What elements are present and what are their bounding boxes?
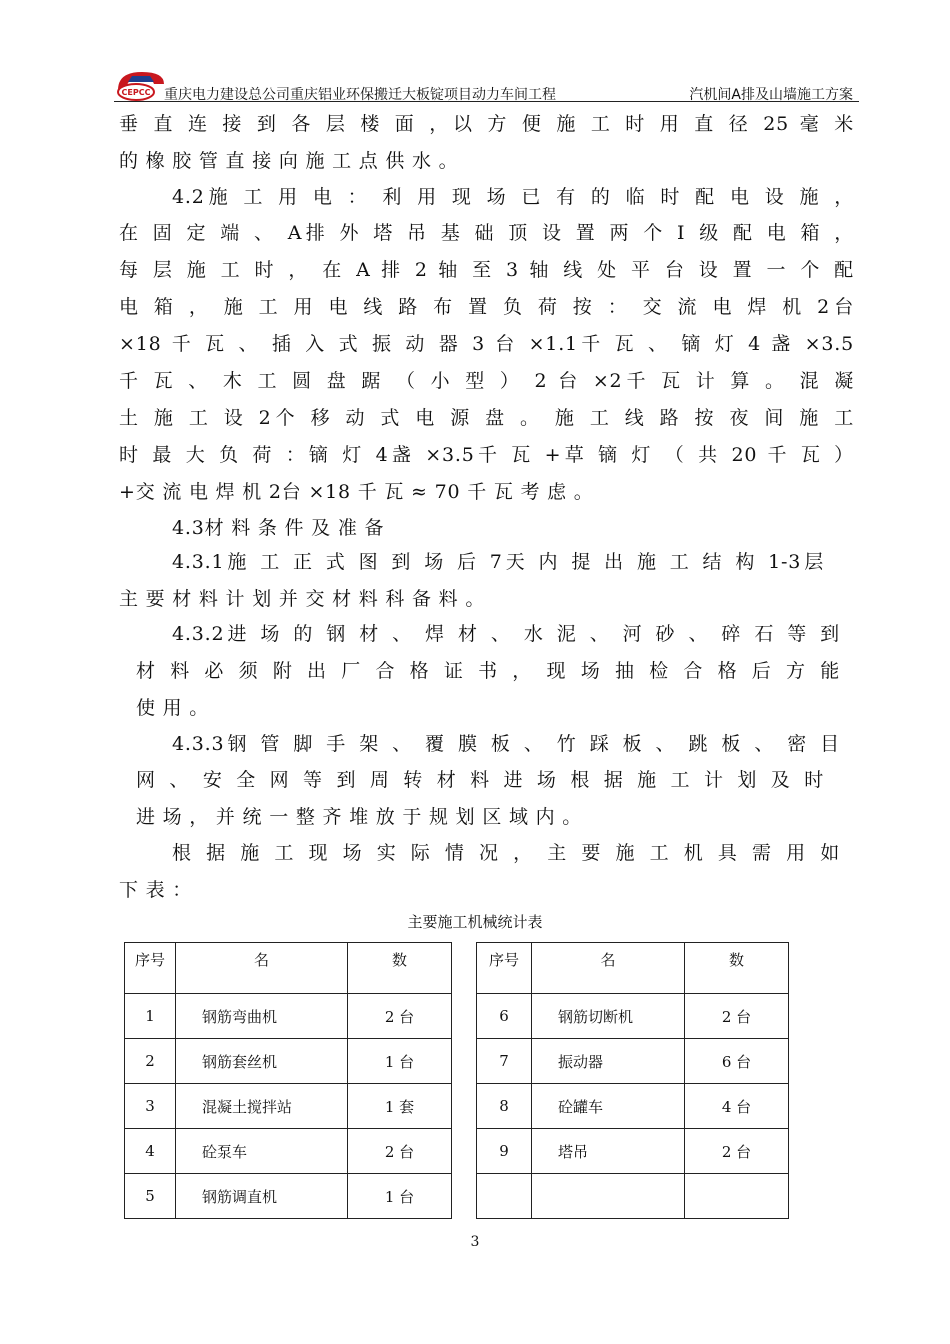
- header-project-title: 重庆电力建设总公司重庆铝业环保搬迁大板锭项目动力车间工程: [164, 87, 556, 103]
- cell-name: 振动器: [532, 1039, 685, 1084]
- header-name: 名: [176, 943, 348, 994]
- cell-qty: 2 台: [348, 994, 452, 1039]
- cell-no: 2: [125, 1039, 176, 1084]
- table-gap: [452, 1084, 477, 1129]
- header-no: 序号: [125, 943, 176, 994]
- cell-no: 8: [477, 1084, 532, 1129]
- cell-no: 1: [125, 994, 176, 1039]
- cell-name: [532, 1174, 685, 1219]
- body-line-22: 下 表 ：: [119, 879, 193, 901]
- table-row: [125, 1084, 789, 1129]
- table-row: [125, 1039, 789, 1084]
- cell-qty: 1 台: [348, 1174, 452, 1219]
- cell-no: 9: [477, 1129, 532, 1174]
- table-gap: [452, 943, 477, 994]
- table-row: [125, 1129, 789, 1174]
- body-line-15: 4.3.2进 场 的 钢 材 、 焊 材 、 水 泥 、 河 砂 、 碎 石 等 到: [172, 623, 840, 645]
- header-document-title: 汽机间A排及山墙施工方案: [689, 87, 853, 103]
- table-gap: [452, 1039, 477, 1084]
- cell-no: 5: [125, 1174, 176, 1219]
- cell-qty: 1 台: [348, 1039, 452, 1084]
- body-line-19: 网 、 安 全 网 等 到 周 转 材 料 进 场 根 据 施 工 计 划 及 时: [136, 769, 824, 791]
- body-line-21: 根 据 施 工 现 场 实 际 情 况 ， 主 要 施 工 机 具 需 用 如: [172, 842, 840, 864]
- cell-qty: 4 台: [685, 1084, 789, 1129]
- header-name-right: 名: [532, 943, 685, 994]
- cell-qty: [685, 1174, 789, 1219]
- cell-no: 4: [125, 1129, 176, 1174]
- cell-qty: 6 台: [685, 1039, 789, 1084]
- equipment-table: [124, 942, 789, 1219]
- body-line-6: 电 箱 ， 施 工 用 电 线 路 布 置 负 荷 按 ： 交 流 电 焊 机 2台: [119, 296, 854, 318]
- table-gap: [452, 1129, 477, 1174]
- body-line-3: 4.2施 工 用 电 ： 利 用 现 场 已 有 的 临 时 配 电 设 施 ，: [172, 186, 854, 208]
- cell-name: 混凝土搅拌站: [176, 1084, 348, 1129]
- cell-no: 6: [477, 994, 532, 1039]
- header-no-right: 序号: [477, 943, 532, 994]
- body-line-2: 的 橡 胶 管 直 接 向 施 工 点 供 水 。: [119, 150, 459, 172]
- body-line-1: 垂 直 连 接 到 各 层 楼 面 ，以 方 便 施 工 时 用 直 径 25 毫 米: [119, 113, 854, 135]
- cell-no: 3: [125, 1084, 176, 1129]
- header-qty-right: 数: [685, 943, 789, 994]
- body-line-20: 进 场 ， 并 统 一 整 齐 堆 放 于 规 划 区 域 内 。: [136, 806, 583, 828]
- cell-qty: 2 台: [685, 994, 789, 1039]
- table-caption: 主要施工机械统计表: [407, 913, 543, 931]
- logo-text: CEPCC: [121, 88, 151, 97]
- body-line-13: 4.3.1施 工 正 式 图 到 场 后 7天 内 提 出 施 工 结 构 1-3层: [172, 551, 824, 573]
- body-line-16: 材 料 必 须 附 出 厂 合 格 证 书 ， 现 场 抽 检 合 格 后 方 能: [136, 660, 840, 682]
- cell-qty: 2 台: [685, 1129, 789, 1174]
- body-line-14: 主 要 材 料 计 划 并 交 材 料 科 备 料 。: [119, 588, 486, 610]
- cell-qty: 2 台: [348, 1129, 452, 1174]
- body-line-4: 在 固 定 端 、 A排 外 塔 吊 基 础 顶 设 置 两 个 Ⅰ 级 配 电 箱 ，: [119, 222, 854, 244]
- table-gap: [452, 994, 477, 1039]
- body-line-7: ×18 千 瓦 、 插 入 式 振 动 器 3 台 ×1.1千 瓦 、 镝 灯 4 盏 ×3.5: [119, 333, 854, 355]
- table-gap: [452, 1174, 477, 1219]
- table-header-row: [125, 943, 789, 994]
- body-line-8: 千 瓦 、 木 工 圆 盘 踞 （ 小 型 ） 2 台 ×2千 瓦 计 算 。 混 凝: [119, 370, 854, 392]
- body-line-5: 每 层 施 工 时 ， 在 A 排 2 轴 至 3 轴 线 处 平 台 设 置 一 个 配: [119, 259, 854, 281]
- cell-qty: 1 套: [348, 1084, 452, 1129]
- cell-name: 钢筋调直机: [176, 1174, 348, 1219]
- cell-name: 塔吊: [532, 1129, 685, 1174]
- cell-name: 砼罐车: [532, 1084, 685, 1129]
- body-line-18: 4.3.3钢 管 脚 手 架 、 覆 膜 板 、 竹 踩 板 、 跳 板 、 密 目: [172, 733, 840, 755]
- header-qty: 数: [348, 943, 452, 994]
- body-line-17: 使 用 。: [136, 697, 210, 719]
- cell-name: 钢筋套丝机: [176, 1039, 348, 1084]
- table-row: [125, 1174, 789, 1219]
- section-heading-4-3: 4.3材 料 条 件 及 准 备: [172, 517, 385, 539]
- body-line-10: 时 最 大 负 荷 ：镝 灯 4盏 ×3.5千 瓦 +草 镝 灯 （ 共 20 千 瓦 ）: [119, 444, 854, 466]
- cell-no: 7: [477, 1039, 532, 1084]
- cell-name: 钢筋切断机: [532, 994, 685, 1039]
- cell-no: [477, 1174, 532, 1219]
- body-line-11: +交 流 电 焊 机 2台 ×18 千 瓦 ≈ 70 千 瓦 考 虑 。: [119, 481, 594, 503]
- table-row: [125, 994, 789, 1039]
- body-line-9: 土 施 工 设 2个 移 动 式 电 源 盘 。 施 工 线 路 按 夜 间 施 工: [119, 407, 854, 429]
- cell-name: 钢筋弯曲机: [176, 994, 348, 1039]
- page-header: [114, 62, 859, 102]
- company-logo-icon: [114, 68, 166, 102]
- page-number: 3: [470, 1234, 480, 1250]
- cell-name: 砼泵车: [176, 1129, 348, 1174]
- header-divider: [114, 101, 859, 102]
